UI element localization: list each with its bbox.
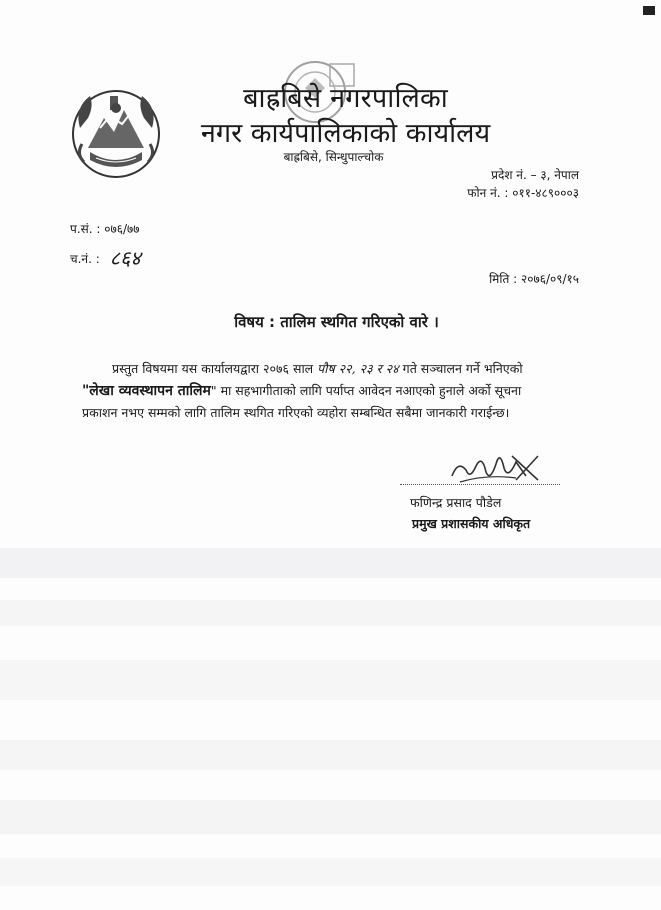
body-text: " मा सहभागीताको लागि पर्याप्त आवेदन नआएको हुनाले अर्को सूचना (210, 383, 522, 398)
body-text: गते सञ्चालन गर्ने भनिएको (398, 361, 523, 376)
office-name: नगर कार्यपालिकाको कार्यालय (200, 118, 491, 149)
quote-mark: " (82, 383, 90, 399)
scan-artifact (0, 548, 661, 578)
signature-line (400, 484, 560, 485)
letter-number-label: प.सं. : (70, 222, 101, 236)
signatory-name: फणिन्द्र प्रसाद पौडेल (410, 495, 502, 510)
scan-artifact (0, 660, 661, 700)
dispatch-number-value: ८६४ (109, 246, 141, 270)
municipality-name: बाह्रबिसे नगरपालिका (243, 83, 448, 114)
letter-date: मिति : २०७६/०९/१५ (489, 272, 579, 286)
training-name: लेखा व्यवस्थापन तालिम (89, 383, 211, 399)
phone-line: फोन नं. : ०११-४८९०००३ (467, 186, 579, 200)
scan-artifact (0, 740, 661, 770)
dispatch-number-label: च.नं. : (70, 252, 100, 266)
scan-artifact (0, 600, 661, 626)
body-text: प्रस्तुत विषयमा यस कार्यालयद्वारा २०७६ साल (112, 361, 318, 376)
scan-corner-mark (643, 6, 655, 15)
scan-artifact (0, 800, 661, 834)
handwritten-dates: पौष २२, २३ र २४ (317, 361, 399, 376)
letter-subject: विषय : तालिम स्थगित गरिएको वारे । (234, 313, 439, 331)
province-line: प्रदेश नं. – ३, नेपाल (491, 168, 579, 182)
letter-number (70, 220, 140, 237)
body-line-1 (82, 358, 580, 380)
dispatch-number (70, 244, 141, 271)
body-line-2 (82, 380, 580, 402)
signatory-title: प्रमुख प्रशासकीय अधिकृत (412, 516, 531, 531)
scan-artifact (0, 858, 661, 886)
letter-number-value: ०७६/७७ (104, 222, 140, 236)
office-address: बाह्रबिसे, सिन्धुपाल्चोक (283, 150, 384, 164)
body-line-3: प्रकाशन नभए सम्मको लागि तालिम स्थगित गरिएको व्यहोरा सम्बन्धित सबैमा जानकारी गराईन्छ। (82, 405, 510, 420)
